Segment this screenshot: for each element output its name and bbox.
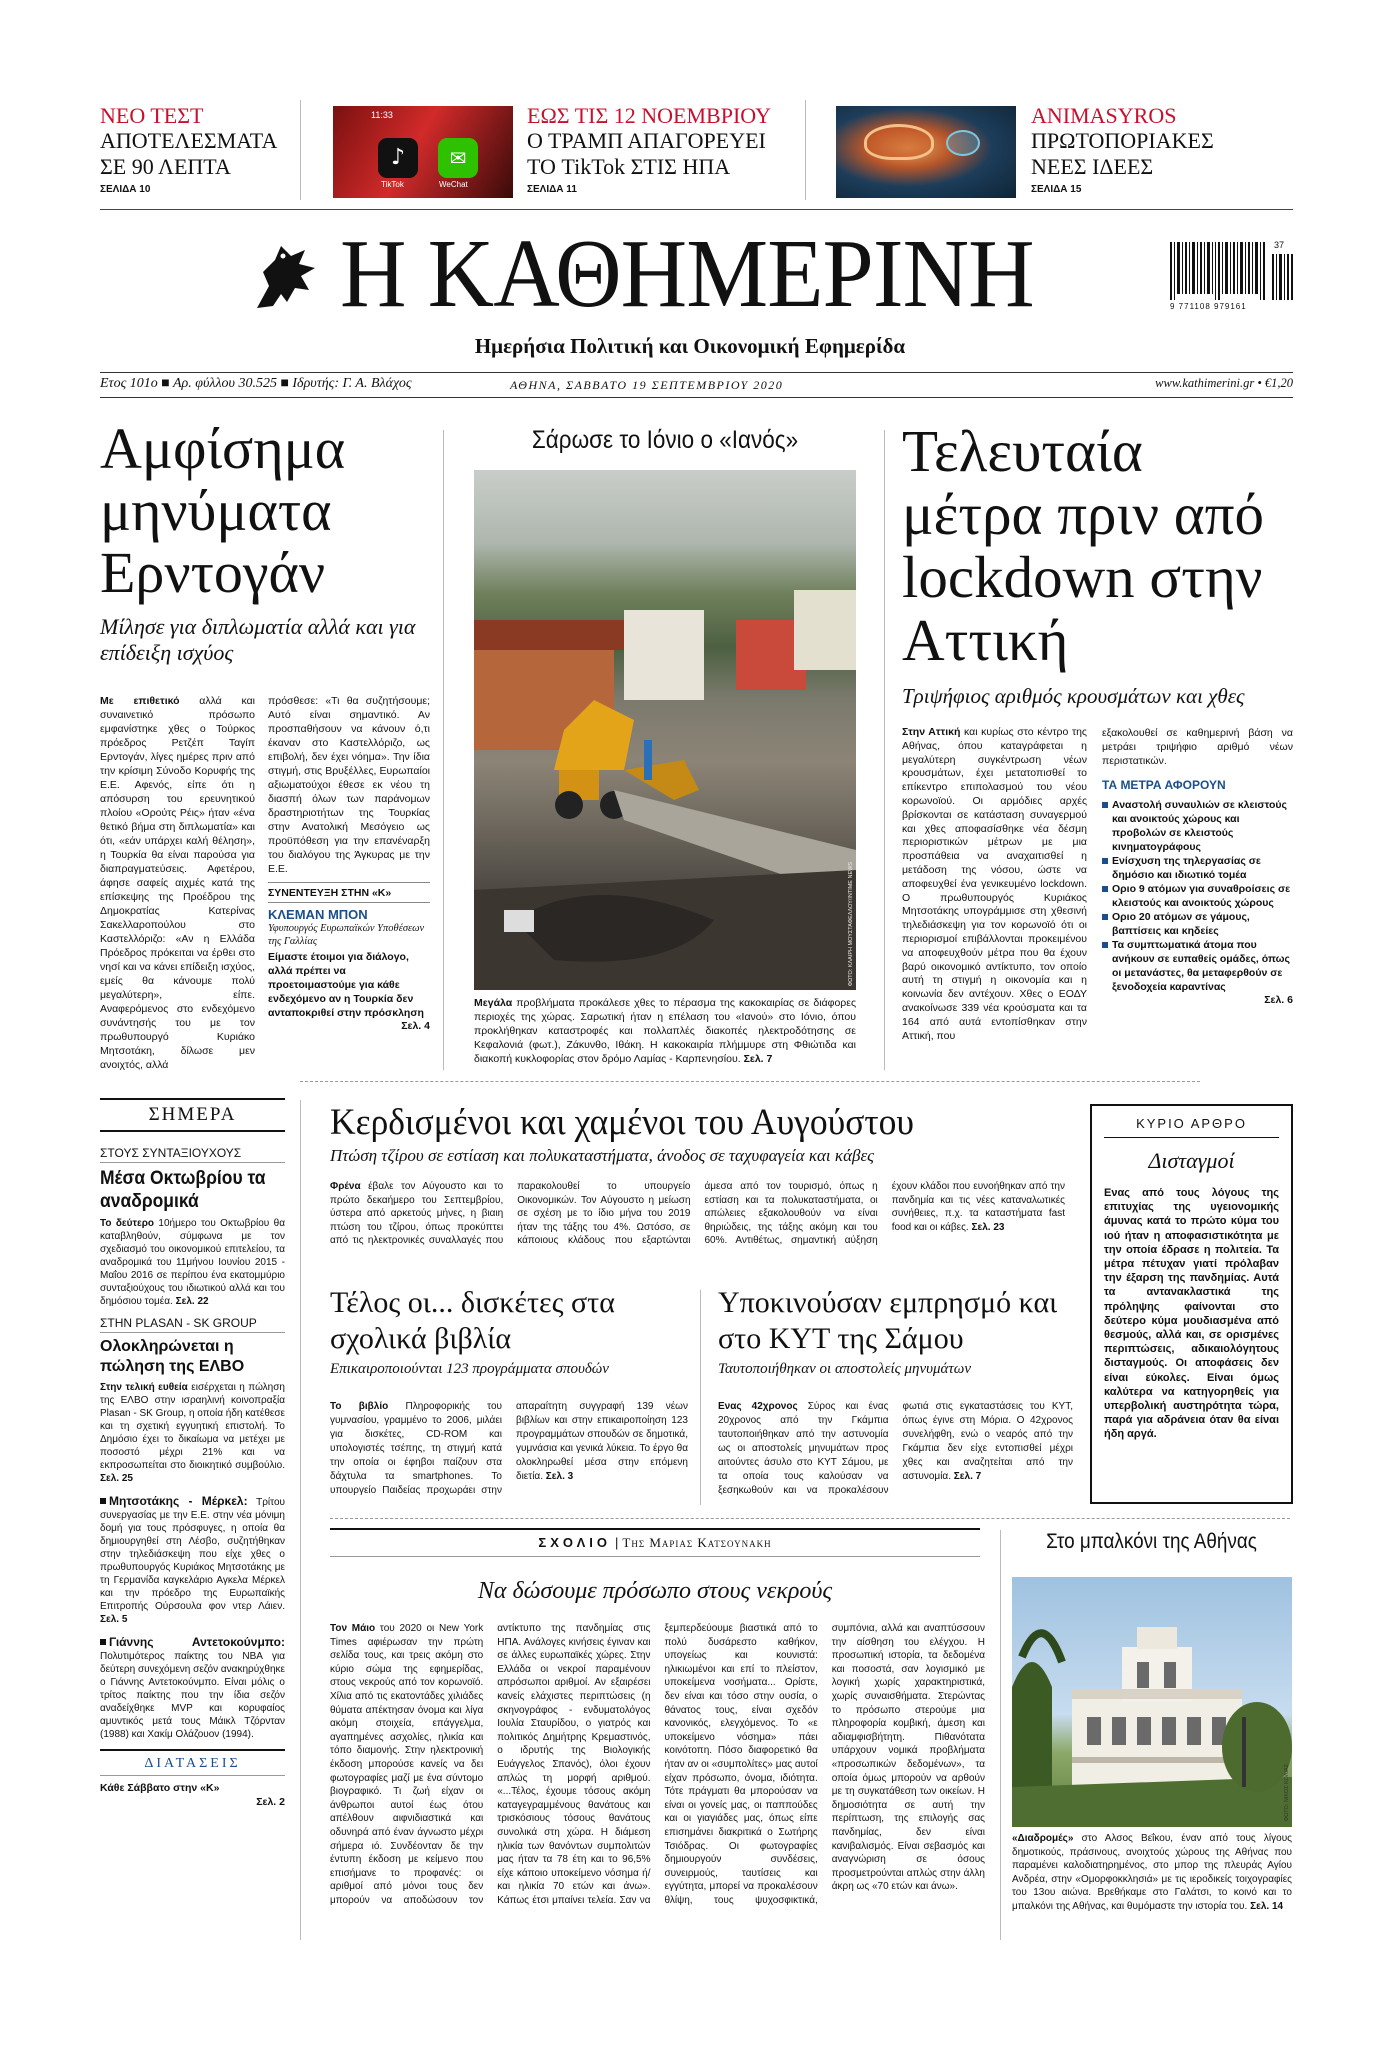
comment-body: του 2020 οι New York Times αφιέρωσαν την πρώτη σελίδα τους, και τρεις ακόμη στο κύριο σώμα της εφημερίδας, στους νεκρούς από τον κορωνοϊό. Χίλια από τις εκατοντάδες χιλιάδες θύματα απέκτησαν όνομα και λίγα ακόμη στοιχεία, επάγγελμα, αγαπημένες ασχολίες, ηλικία και τόπο διαμονής. Στην ηλεκτρονική έκδοση μπορούσε κανείς να δει φωτογραφίες μαζί με ένα σύντομο βιογραφικό. Τι ζωή είχαν οι άνθρωποι αυτοί έως ότου απέλθουν αιφνιδιαστικά και οδυνηρά από έναν άγνωστο μέχρι σήμερα ιό. Συνδέονταν δε την έντυπη έκδοση με κείμενο που επισήμανε το προφανές: οι αριθμοί από μόνοι τους δεν μπορούν να αποδώσουν τον αντίκτυπο της πανδημίας στις ΗΠΑ. Ανάλογες κινήσεις έγιναν και σε άλλες ευρωπαϊκές χώρες. Στην Ελλάδα οι νεκροί παραμένουν απρόσωποι αριθμοί. Αν εξαιρέσει κανείς ελάχιστες περιπτώσεις (η σκηνογράφος - ενδυματολόγος Ιουλία Σταυρίδου, ο γιατρός και πολιτικός Δημήτρης Κρεμαστινός, ο ιδρυτής της Βιολογικής Ευάγγελος Σπανός), όλοι έχουν απλώς τη μορφή αριθμού. «...Τέλος, έχουμε τόσους ακόμη καταγεγραμμένους θανάτους και τρισκόσιους τόσους θανάτους συνολικά στη χώρα. Η διάμεση ηλικία των θανόντων συμπολιτών μας ήταν τα 78 έτη και το 96,5% είχε κάποιο υποκείμενο νόσημα ή/και ηλικία 70 ετών και άνω». Κάπως έτσι μπαίνει τελεία. Σαν να ξεμπερδεύουμε βιαστικά από το πολύ δυσάρεστο καθήκον, υπογείως και κουνιστά: ηλικιωμένοι και επί το πλείστον, υποκείμενα νοσήματα... Ορίστε, δεν είναι και τόσο στην ουσία, ο θάνατος τους, είναι σχεδόν κανονικός, ελεγχόμενος. Το «ε υποκείμενο νόσημα» πάει κοινότοπη. Πόσο διαφορετικό θα ήταν αν οι «συμπολίτες» μας αυτοί είχαν πρόσωπο, όνομα, ιδιότητα. Τότε πράγματι θα μπορούσαν να είναι οι γονείς μας, οι παππούδες και οι γιαγιάδες μας, όπως είπε επισημάνει διακριτικά ο Σωτήρης Τσιόδρας. Οι φωτογραφίες δημιουργούν συνδέσεις, συνειρμούς, ταυτίσεις και εγγύτητα, μπορεί να προκαλέσουν θλίψη, τους ψυχοσφικτικά, συμπόνια, αλλά και αναπτύσσουν την αίσθηση του ελέγχου. Η προσωπική ιστορία, τα δεδομένα και ποσοστά, σαν λογισμικό με λογική χωρίς χαρακτηριστικά, χωρίς συναισθήματα. Στερώντας το πρόσωπο στερούμε μια πληροφορία κομβική, άμεση και αδιαμφισβήτητη. Πιθανότατα υπάρχουν νομικά προβλήματα «προσωπικών δεδομένων», τα οποία όμως μπορούν να αρθούν με τη συγκατάθεση των οικείων. Η δημοσιότητα σε αυτή την περίπτωση, της επιλογής σας πανδημίας, δεν είναι κανιβαλισμός. Είναι σεβασμός και αναγνώριση σε όσους προσμετρούνται απλώς στην άλλη άκρη ως «70 ετών και άνω». bbox=[330, 1623, 985, 1906]
promo-3[interactable] bbox=[1031, 104, 1261, 195]
promo-3-image bbox=[836, 106, 1016, 198]
barcode-addon bbox=[1272, 254, 1294, 300]
august-body: έβαλε τον Αύγουστο και το πρώτο δεκαήμερο του Σεπτεμβρίου, ύστερα από αρκετούς μήνες, η βιαιη πτώση του τζίρου, όπως προκύπτει από τις ηλεκτρονικές συναλλαγές που παρακολουθεί το υπουργείο Οικονομικών. Τον Αύγουστο η μείωση σε σχέση με το ίδιο μήνα του 2019 ήταν της τάξης του 4%. Ωστόσο, σε κάποιους κλάδους που εξαρτώνται άμεσα από τον τουρισμό, όπως η εστίαση και τα πολυκαταστήματα, οι απώλειες εξακολουθούν να είναι θηριώδεις, της τάξης ακόμη και του 60%. Αντιθέτως, σημαντική αύξηση έχουν κλάδοι που ευνοήθηκαν από την πανδημία και τις νέες καταναλωτικές συνήθειες, π.χ. τα καταστήματα fast food και οι κάβες. bbox=[330, 1181, 1065, 1247]
storm-photo bbox=[474, 470, 856, 990]
measure-item: Τα συμπτωματικά άτομα που ανήκουν σε ευπαθείς ομάδες, όπως οι μετανάστες, θα μεταφερθούν σε ξενοδοχεία καραντίνας bbox=[1102, 938, 1293, 994]
comment-text bbox=[330, 1622, 985, 1940]
promo-3-label: ANIMASYROS bbox=[1031, 103, 1177, 128]
dashed-divider bbox=[300, 1081, 1200, 1082]
erdogan-story[interactable] bbox=[100, 418, 430, 666]
interview-name: ΚΛΕΜΑΝ ΜΠΟΝ bbox=[268, 907, 368, 922]
divider bbox=[300, 100, 301, 200]
pensions-lead: Το δεύτερο bbox=[100, 1218, 155, 1229]
divider bbox=[1000, 1530, 1001, 1940]
measures-title: ΤΑ ΜΕΤΡΑ ΑΦΟΡΟΥΝ bbox=[1102, 778, 1226, 792]
erdogan-text-col-1 bbox=[100, 694, 255, 1072]
lockdown-text-col-1 bbox=[902, 726, 1087, 1043]
measure-item: Οριο 20 ατόμων σε γάμους, βαπτίσεις και κηδείες bbox=[1102, 910, 1293, 938]
comment-lead: Τον Μάιο bbox=[330, 1623, 376, 1634]
barcode-number: 9 771108 979161 bbox=[1170, 302, 1247, 311]
storm-photo-credit: ΦΩΤΟ: ΚΛΑΙΡΗ ΜΟΥΣΤΑΦΕΛΛΟΥ/INTIME NEWS bbox=[848, 861, 854, 986]
pensions-headline[interactable]: Μέσα Οκτωβρίου τα αναδρομικά bbox=[100, 1168, 266, 1212]
divider bbox=[268, 902, 430, 903]
elvo-text bbox=[100, 1381, 285, 1485]
editorial-text: Ενας από τους λόγους της επιτυχίας της υγειονομικής άμυνας κατά το πρώτο κύμα του ιού ήταν η αποφασιστικότητα με την οποία έδρασε η πολιτεία. Τα μέτρα πέτυχαν γιατί πρόλαβαν την έξαρση της πανδημίας. Αυτά τα αντανακλαστικά της πρόληψης φαίνονται στο δεύτερο κύμα μουδιασμένα από θεσμούς, αλλά και, σε ορισμένες περιπτώσεις, αδικαιολόγητους δισταγμούς. Οι αποφάσεις δεν είναι εύκολες. Είναι όμως καλύτερα να κατηγορηθείς για υπερβολική αυστηρότητα τώρα, παρά για αδράνεια όταν θα είναι ήδη αργά. bbox=[1104, 1187, 1279, 1441]
measure-item: Οριο 9 ατόμων για συναθροίσεις σε κλειστούς και ανοικτούς χώρους bbox=[1102, 882, 1293, 910]
jellyfish-illustration bbox=[946, 130, 980, 156]
divider bbox=[700, 1290, 701, 1505]
lockdown-headline: Τελευταία μέτρα πριν από lockdown στην Αττική bbox=[902, 418, 1264, 673]
comment-separator: | bbox=[615, 1535, 619, 1550]
comment-author: Της Μαριας Κατσουνακη bbox=[622, 1535, 772, 1550]
promo-2-label: ΕΩΣ ΤΙΣ 12 ΝΟΕΜΒΡΙΟΥ bbox=[527, 103, 771, 128]
balcony-story[interactable] bbox=[1010, 1530, 1293, 1554]
tiktok-icon: ♪ bbox=[378, 138, 418, 178]
ianos-lead: Μεγάλα bbox=[474, 997, 513, 1009]
comment-label: ΣΧΟΛΙΟ bbox=[538, 1535, 612, 1550]
jellyfish-illustration bbox=[864, 124, 934, 160]
elvo-page: Σελ. 25 bbox=[100, 1473, 133, 1484]
phone-clock: 11:33 bbox=[371, 110, 393, 120]
august-text bbox=[330, 1180, 1065, 1248]
balcony-caption bbox=[1012, 1832, 1292, 1914]
storm-photo-drawing bbox=[474, 470, 856, 990]
diskettes-subhead: Επικαιροποιούνται 123 προγράμματα σπουδών bbox=[330, 1361, 609, 1377]
balcony-caption-text: στο Αλσος Βεΐκου, έναν από τους λίγους δημοτικούς, πράσινους, ανοιχτούς χώρους της Αθήνας που παραμένει καλοδιατηρημένος, στο μπορ της πλευράς Αγίου Ανδρέα, στην «Ομορφοκκλησιά» με τις ιεροδικείς τοιχογραφίες του 13ου αιώνα. Βρεθήκαμε στο Γαλάτσι, το κοινό και το μπαλκόνι της Αθήνας, και θυμόμαστε την ιστορία του. bbox=[1012, 1833, 1292, 1912]
diataseis-text[interactable]: Κάθε Σάββατο στην «Κ» bbox=[100, 1782, 220, 1794]
promo-3-page: ΣΕΛΙΔΑ 15 bbox=[1031, 184, 1082, 195]
masthead-subtitle: Ημερήσια Πολιτική και Οικονομική Εφημερίδα bbox=[474, 334, 906, 358]
promo-1-title: ΑΠΟΤΕΛΕΣΜΑΤΑ ΣΕ 90 ΛΕΠΤΑ bbox=[100, 128, 277, 179]
barcode-bars bbox=[1170, 242, 1266, 300]
lockdown-body-1: και κυρίως στο κέντρο της Αθήνας, όπου καταγράφεται η μεγαλύτερη συγκέντρωση νέων κρουσμάτων, έχει μετατοπισθεί το επίκεντρο επιπολασμού του νέου κορωνοϊού. Οι αρμόδιες αρχές βρίσκονται σε κατάσταση συναγερμού και χθες αποφασίσθηκε νέα δέσμη περιοριστικών μέτρων με μια προσπάθεια να αναχαιτισθεί η μετάδοση της νόσου, ώστε να αποφευχθεί ένα γενικευμένο lockdown. Ο πρωθυπουργός Κυριάκος Μητσοτάκης υπογράμμισε στη χθεσινή τηλεδιάσκεψη για τον κορωνοϊό ότι οι περιορισμοί επιβάλλονται προκειμένου να αποφευχθούν μέτρα που θα έχουν βαρύ οικονομικό αντίκτυπο, τον οποίο αυτή τη στιγμή η οικονομία και η κοινωνία δεν αντέχουν. Χθες ο ΕΟΔΥ ανακοίνωσε 339 νέα κρούσματα και τα 164 από αυτά εντοπίσθηκαν στην Αττική, που bbox=[902, 726, 1087, 1042]
merkel-page: Σελ. 5 bbox=[100, 1614, 128, 1625]
merkel-lead: Μητσοτάκης - Μέρκελ: bbox=[109, 1494, 248, 1508]
promo-3-title: ΠΡΩΤΟΠΟΡΙΑΚΕΣ ΝΕΕΣ ΙΔΕΕΣ bbox=[1031, 128, 1214, 179]
lockdown-subhead: Τριψήφιος αριθμός κρουσμάτων και χθες bbox=[902, 684, 1245, 708]
masthead-title: Η ΚΑΘΗΜΕΡΙΝΗ bbox=[340, 220, 1034, 328]
editorial-label: ΚΥΡΙΟ ΑΡΘΡΟ bbox=[1104, 1116, 1279, 1138]
samos-page: Σελ. 7 bbox=[953, 1471, 982, 1482]
lockdown-text-col-2 bbox=[1102, 726, 1293, 1006]
interview-label: ΣΥΝΕΝΤΕΥΞΗ ΣΤΗΝ «Κ» bbox=[268, 887, 392, 899]
giannis-text bbox=[100, 1636, 285, 1741]
promo-2[interactable] bbox=[527, 104, 787, 195]
pensions-body: 10ήμερο του Οκτωβρίου θα καταβληθούν, σύμφωνα με τον σχεδιασμό του οικονομικού επιτελείου, τα αναδρομικά του 11μήνου Ιουνίου 2015 - Μαΐου 2016 σε περίπου ένα εκατομμύριο συνταξιούχους του ιδιωτικού αλλά και του δημόσιου τομέα. bbox=[100, 1218, 286, 1307]
erdogan-subhead: Μίλησε για διπλωματία αλλά και για επίδειξη ισχύος bbox=[100, 614, 416, 665]
today-sidebar bbox=[100, 1098, 285, 1808]
giannis-lead: Γιάννης Αντετοκούνμπο: bbox=[109, 1635, 285, 1649]
editorial-title: Δισταγμοί bbox=[1148, 1148, 1235, 1173]
erdogan-text-col-2 bbox=[268, 694, 430, 1032]
august-story[interactable] bbox=[330, 1102, 1070, 1166]
divider bbox=[100, 209, 1293, 210]
dateline-right: www.kathimerini.gr • €1,20 bbox=[1155, 376, 1293, 390]
lockdown-lead: Στην Αττική bbox=[902, 726, 961, 738]
samos-body: Σύρος και ένας 20χρονος από την Γκάμπια ταυτοποιήθηκαν από την αστυνομία ως οι αποστολείς μηνυμάτων προς αιτούντες άσυλο στο ΚΥΤ Σάμου, με τα οποία τους καλούσαν να ξεσηκωθούν και να προκαλέσουν φωτιά στις εγκαταστάσεις του ΚΥΤ, όπως έγινε στη Μόρια. Ο 42χρονος συνελήφθη, ενώ ο νεαρός από την Γκάμπια δεν είχε εντοπισθεί μέχρι χθες και αναζητείται από την αστυνομία. bbox=[718, 1401, 1073, 1496]
august-headline: Κερδισμένοι και χαμένοι του Αυγούστου bbox=[330, 1102, 914, 1143]
samos-lead: Ενας 42χρονος bbox=[718, 1401, 798, 1412]
ianos-headline: Σάρωσε το Ιόνιο ο «Ιανός» bbox=[531, 426, 799, 454]
ianos-page: Σελ. 7 bbox=[743, 1053, 773, 1065]
merkel-text bbox=[100, 1495, 285, 1626]
erdogan-body-2: πρόσθεσε: «Τι θα συζητήσουμε; Αυτό είναι σημαντικό. Αν προσπαθήσουν να κάνουν ό,τι έκαναν στο Καστελλόριζο, ως επιβολή, δεν έχει νόημα». Την ίδια στιγμή, στις Βρυξέλλες, Ευρωπαίοι αξιωματούχοι έθεσε εκ νέου τη διασπή όλων των παράνομων δραστηριοτήτων της Τουρκίας στην Ανατολική Μεσόγειο ως προϋπόθεση για την επανέναρξη του διαλόγου της Άγκυρας με την Ε.Ε. bbox=[268, 695, 430, 875]
merkel-body: Τρίτου συνεργασίας με την Ε.Ε. στην νέα μόνιμη δομή για τους πρόσφυγες, η οποία θα δημιουργηθεί στη Λέσβο, συζητήθηκαν στην τηλεδιάσκεψη που είχε χθες ο πρωθυπουργός Κυριάκος Μητσοτάκης με τη Γερμανίδα καγκελάριο Αγκελα Μέρκελ και την πρόεδρο της Ευρωπαϊκής Επιτροπής Ούρσουλα φον ντερ Λάιεν. bbox=[100, 1497, 285, 1612]
giannis-body: Πολυτιμότερος παίκτης του NBA για δεύτερη συνεχόμενη σεζόν ανακηρύχθηκε ο Γιάννης Αντετοκούνμπο. Είναι μόλις ο τρίτος παίκτης που την ίδια σεζόν αναδείχθηκε MVP και κορυφαίος αμυντικός μετά τους Μάικλ Τζόρνταν (1988) και Χακίμ Ολάζουον (1994). bbox=[100, 1651, 285, 1740]
balcony-headline: Στο μπαλκόνι της Αθήνας bbox=[1046, 1530, 1257, 1553]
balcony-photo bbox=[1012, 1577, 1292, 1827]
dashed-divider bbox=[330, 1518, 1290, 1519]
diskettes-text bbox=[330, 1400, 688, 1498]
elvo-lead: Στην τελική ευθεία bbox=[100, 1382, 188, 1393]
samos-headline: Υποκινούσαν εμπρησμό και στο ΚΥΤ της Σάμου bbox=[718, 1286, 1058, 1355]
section-label: ΣΤΗΝ PLASAN - SK GROUP bbox=[100, 1316, 285, 1333]
erdogan-body-1: αλλά και συναινετικό πρόσωπο εμφανίστηκε χθες ο Τούρκος πρόεδρος Ρετζέπ Ταγίπ Ερντογάν, λίγες ημέρες πριν από την κρίσιμη Σύνοδο Κορυφής της Ε.Ε. Αφενός, είπε ότι η απόσυρση του ερευνητικού πλοίου «Ορούτς Ρέις» ήταν «ένα θετικό βήμα στη διπλωματία» και ότι, «εάν υπάρχει καλή θέληση», η Τουρκία θα είναι παρούσα για διαπραγματεύσεις. Αφετέρου, άφησε σαφείς αιχμές κατά της επίσκεψης της Προέδρου της Δημοκρατίας Κατερίνας Σακελλαροπούλου στο Καστελλόριζο: «Αν η Ελλάδα Πρόεδρος πρόκειται να έρθει στο νησί και να κάνει επίδειξη ισχύος, εμείς θα κάνουμε πολύ μεγαλύτερη», είπε. Αναφερόμενος στο ενδεχόμενο συνάντησής του με τον πρωθυπουργό Κυριάκο Μητσοτάκη, δίλωσε μεν ανοιχτός, αλλά bbox=[100, 695, 255, 1071]
pensions-text bbox=[100, 1217, 285, 1308]
wechat-icon: ✉ bbox=[438, 138, 478, 178]
bullet-icon bbox=[100, 1498, 106, 1504]
divider bbox=[268, 882, 430, 883]
divider bbox=[100, 397, 1293, 398]
ianos-story[interactable] bbox=[460, 426, 870, 455]
samos-subhead: Ταυτοποιήθηκαν οι αποστολείς μηνυμάτων bbox=[718, 1361, 972, 1377]
diskettes-body: Πληροφορικής του γυμνασίου, γραμμένο το 2006, μιλάει για δισκέτες, CD-ROM και υπολογιστές τσέπης, τη στιγμή κατά την οποία οι έφηβοι παίζουν στα δάχτυλα τα smartphones. Το υπουργείο Παιδείας προχωράει στην απαραίτητη συγγραφή 139 νέων βιβλίων και στην επικαιροποίηση 123 προγραμμάτων σπουδών σε δημοτικά, γυμνάσια και γενικά λύκεια. Το έργο θα ολοκληρωθεί μέσα στην επόμενη διετία. bbox=[330, 1401, 688, 1496]
measure-item: Ενίσχυση της τηλεργασίας σε δημόσιο και ιδιωτικό τομέα bbox=[1102, 854, 1293, 882]
comment-header bbox=[330, 1528, 980, 1557]
dateline-left: Ετος 101ο ■ Αρ. φύλλου 30.525 ■ Ιδρυτής: Γ. Α. Βλάχος bbox=[100, 376, 412, 391]
today-title: ΣΗΜΕΡΑ bbox=[148, 1104, 237, 1125]
today-header bbox=[100, 1098, 285, 1132]
griffin-logo-icon bbox=[247, 238, 327, 318]
divider bbox=[884, 430, 885, 1070]
erdogan-lead: Με επιθετικό bbox=[100, 695, 180, 707]
lockdown-story[interactable] bbox=[902, 420, 1293, 709]
balcony-page: Σελ. 14 bbox=[1250, 1900, 1284, 1912]
measures-list bbox=[1102, 798, 1293, 994]
interview-role: Υφυπουργός Ευρωπαϊκών Υποθέσεων της Γαλλίας bbox=[268, 923, 425, 947]
pensions-page: Σελ. 22 bbox=[175, 1296, 209, 1307]
diskettes-lead: Το βιβλίο bbox=[330, 1401, 389, 1412]
comment-headline[interactable]: Να δώσουμε πρόσωπο στους νεκρούς bbox=[477, 1578, 833, 1604]
dateline-center: ΑΘΗΝΑ, ΣΑΒΒΑΤΟ 19 ΣΕΠΤΕΜΒΡΙΟΥ 2020 bbox=[510, 378, 784, 392]
ianos-caption bbox=[474, 996, 856, 1066]
diataseis-header bbox=[100, 1749, 285, 1776]
erdogan-headline: Αμφίσημα μηνύματα Ερντογάν bbox=[100, 416, 346, 605]
measure-item: Αναστολή συναυλιών σε κλειστούς και ανοικτούς χώρους και προβολών σε κλειστούς κινηματογράφους bbox=[1102, 798, 1293, 854]
interview-page: Σελ. 4 bbox=[401, 1020, 430, 1032]
divider bbox=[805, 100, 806, 200]
august-page: Σελ. 23 bbox=[971, 1221, 1005, 1233]
promo-1-page: ΣΕΛΙΔΑ 10 bbox=[100, 184, 151, 195]
promo-2-image bbox=[333, 106, 513, 198]
wechat-label: WeChat bbox=[439, 180, 468, 189]
samos-text bbox=[718, 1400, 1073, 1498]
interview-quote: Είμαστε έτοιμοι για διάλογο, αλλά πρέπει να προετοιμαστούμε για κάθε ενδεχόμενο αν η Τουρκία δεν ανταποκριθεί στην πρόσκληση bbox=[268, 951, 424, 1019]
diskettes-page: Σελ. 3 bbox=[545, 1471, 574, 1482]
diskettes-story[interactable] bbox=[330, 1285, 690, 1378]
diataseis-title: ΔΙΑΤΑΣΕΙΣ bbox=[144, 1756, 241, 1771]
tiktok-label: TikTok bbox=[381, 180, 404, 189]
divider bbox=[300, 1100, 301, 1940]
editorial-box[interactable] bbox=[1090, 1104, 1293, 1504]
ianos-caption-text: προβλήματα προκάλεσε χθες το πέρασμα της κακοκαιρίας σε διάφορες περιοχές της χώρας. Σαρωτική ήταν η επέλαση του «Ιανού» στο Ιόνιο, όπου προκλήθηκαν καταστροφές και πολλαπλές διακοπές ηλεκτροδότησης σε Κεφαλονιά (φωτ.), Ζάκυνθο, Ιθάκη. Η κακοκαιρία πλήμμυρε στη Φθιώτιδα και διακοπή κυκλοφορίας στον δρόμο Λαμίας - Καρπενησίου. bbox=[474, 997, 856, 1065]
bullet-icon bbox=[100, 1639, 106, 1645]
barcode-issue: 37 bbox=[1274, 240, 1285, 250]
august-lead: Φρένα bbox=[330, 1181, 361, 1192]
diskettes-headline: Τέλος οι... δισκέτες στα σχολικά βιβλία bbox=[330, 1286, 615, 1355]
section-label: ΣΤΟΥΣ ΣΥΝΤΑΞΙΟΥΧΟΥΣ bbox=[100, 1146, 285, 1163]
lockdown-body-2: εξακολουθεί σε καθημερινή βάση να μετράει τριψήφιο αριθμό νέων περιστατικών. bbox=[1102, 727, 1293, 767]
lockdown-page: Σελ. 6 bbox=[1264, 994, 1293, 1006]
divider bbox=[100, 372, 1293, 373]
promo-1[interactable] bbox=[100, 104, 300, 195]
barcode bbox=[1170, 238, 1295, 311]
balcony-photo-drawing bbox=[1012, 1577, 1292, 1827]
diataseis-page: Σελ. 2 bbox=[256, 1796, 285, 1808]
promo-2-title: Ο ΤΡΑΜΠ ΑΠΑΓΟΡΕΥΕΙ ΤΟ TikTok ΣΤΙΣ ΗΠΑ bbox=[527, 128, 766, 179]
elvo-headline[interactable]: Ολοκληρώνεται η πώληση της ΕΛΒΟ bbox=[100, 1338, 245, 1375]
balcony-lead: «Διαδρομές» bbox=[1012, 1833, 1074, 1844]
promo-1-label: ΝΕΟ ΤΕΣΤ bbox=[100, 103, 204, 128]
august-subhead: Πτώση τζίρου σε εστίαση και πολυκαταστήματα, άνοδος σε ταχυφαγεία και κάβες bbox=[330, 1146, 875, 1165]
balcony-photo-credit: ΦΩΤΟ: ΝΙΚΟΣ ΚΟΛΙΑΣ bbox=[1284, 1763, 1290, 1821]
promo-2-page: ΣΕΛΙΔΑ 11 bbox=[527, 184, 577, 195]
divider bbox=[443, 430, 444, 1070]
samos-story[interactable] bbox=[718, 1285, 1078, 1378]
elvo-body: εισέρχεται η πώληση της ΕΛΒΟ στην ισραηλινή κοινοπραξία Plasan - SK Group, η οποία ήδη κατέθεσε και τη σχετική εγγυητική επιστολή. Το Δημόσιο έχει το δικαίωμα να μετέχει με ποσοστό μέχρι 21% και να εκπροσωπείται στο διοικητικό συμβούλιο. bbox=[100, 1382, 285, 1471]
